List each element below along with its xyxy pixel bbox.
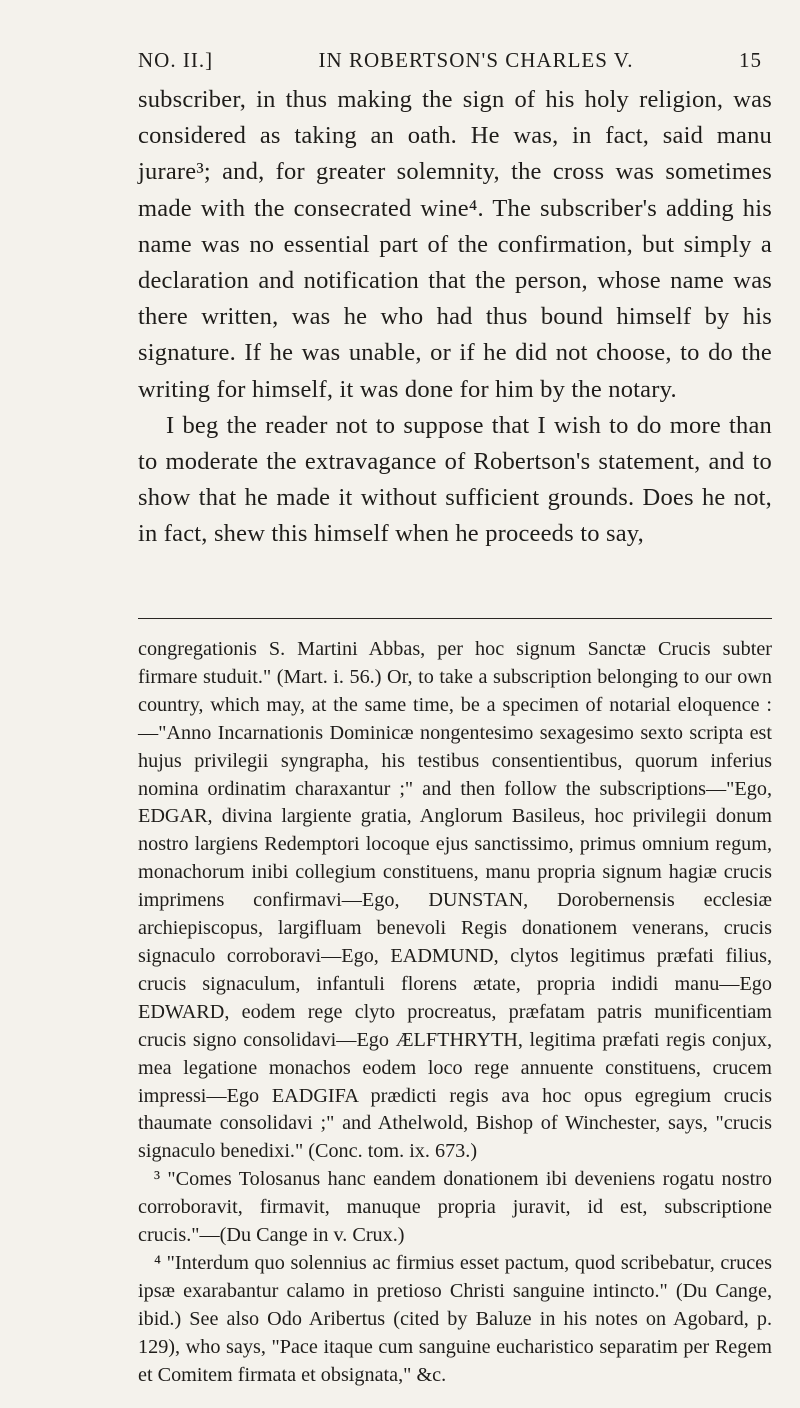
footnote-3: ³ "Comes Tolosanus hanc eandem donationem ibi deveniens rogatu nostro corroboravit, firmavit, manuque propria juravit, id est, subscriptione crucis."—(Du Cange in v. Crux.) — [138, 1168, 772, 1247]
footnote-4: ⁴ "Interdum quo solennius ac firmius esset pactum, quod scribebatur, cruces ipsæ exarabantur calamo in pretioso Christi sanguine intincto." (Du Cange, ibid.) See also Odo Aribertus (cited by Baluze in his notes on Agobard, p. 129), who says, "Pace itaque cum sanguine eucharistico separatim per Regem et Comitem firmata et obsignata," &c. — [138, 1251, 772, 1386]
main-text — [138, 82, 772, 553]
footnote-divider — [138, 618, 772, 619]
footnote-continued: congregationis S. Martini Abbas, per hoc signum Sanctæ Crucis subter firmare studuit." (Mart. i. 56.) Or, to take a subscription belonging to our own country, which may, at the same time, be a specimen of notarial eloquence :—"Anno Incarnationis Dominicæ nongentesimo sexagesimo sexto scripta est hujus privilegii syngrapha, his testibus consentientibus, quorum inferius nomina ordinatim charaxantur ;" and then follow the subscriptions—"Ego, EDGAR, divina largiente gratia, Anglorum Basileus, hoc privilegii donum nostro largiens Redemptori locoque ejus sanctissimo, primus omnium regum, monachorum inibi collegium constituens, manu propria signum hagiæ crucis imprimens confirmavi—Ego, DUNSTAN, Dorobernensis ecclesiæ archiepiscopus, largifluam benevoli Regis donationem venerans, crucis signaculo corroboravi—Ego, EADMUND, clytos legitimus præfati filius, crucis signaculum, infantuli florens ætate, propria indidi manu—Ego EDWARD, eodem rege clyto procreatus, præfatam patris munificentiam crucis signo consolidavi—Ego ÆLFTHRYTH, legitima præfati regis conjux, mea legatione monachos eodem loco rege annuente constituens, crucem impressi—Ego EADGIFA prædicti regis ava hoc opus egregium crucis thaumate consolidavi ;" and Athelwold, Bishop of Winchester, says, "crucis signaculo benedixi." (Conc. tom. ix. 673.) — [138, 638, 772, 1163]
header-title: IN ROBERTSON'S CHARLES V. — [318, 48, 634, 72]
page-number: 15 — [738, 48, 762, 72]
running-header — [138, 48, 762, 73]
footnotes — [138, 636, 772, 1389]
body-paragraph-2: I beg the reader not to suppose that I wish to do more than to moderate the extravagance of Robertson's statement, and to show that he made it without sufficient grounds. Does he not, in fact, shew this himself when he proceeds to say, — [138, 411, 772, 548]
header-number: NO. II.] — [138, 48, 214, 72]
body-paragraph-1: subscriber, in thus making the sign of his holy religion, was considered as taking an oath. He was, in fact, said manu jurare³; and, for greater solemnity, the cross was sometimes made with the consecrated wine⁴. The subscriber's adding his name was no essential part of the confirmation, but simply a declaration and notification that the person, whose name was there written, was he who had thus bound himself by his signature. If he was unable, or if he did not choose, to do the writing for himself, it was done for him by the notary. — [138, 86, 772, 403]
